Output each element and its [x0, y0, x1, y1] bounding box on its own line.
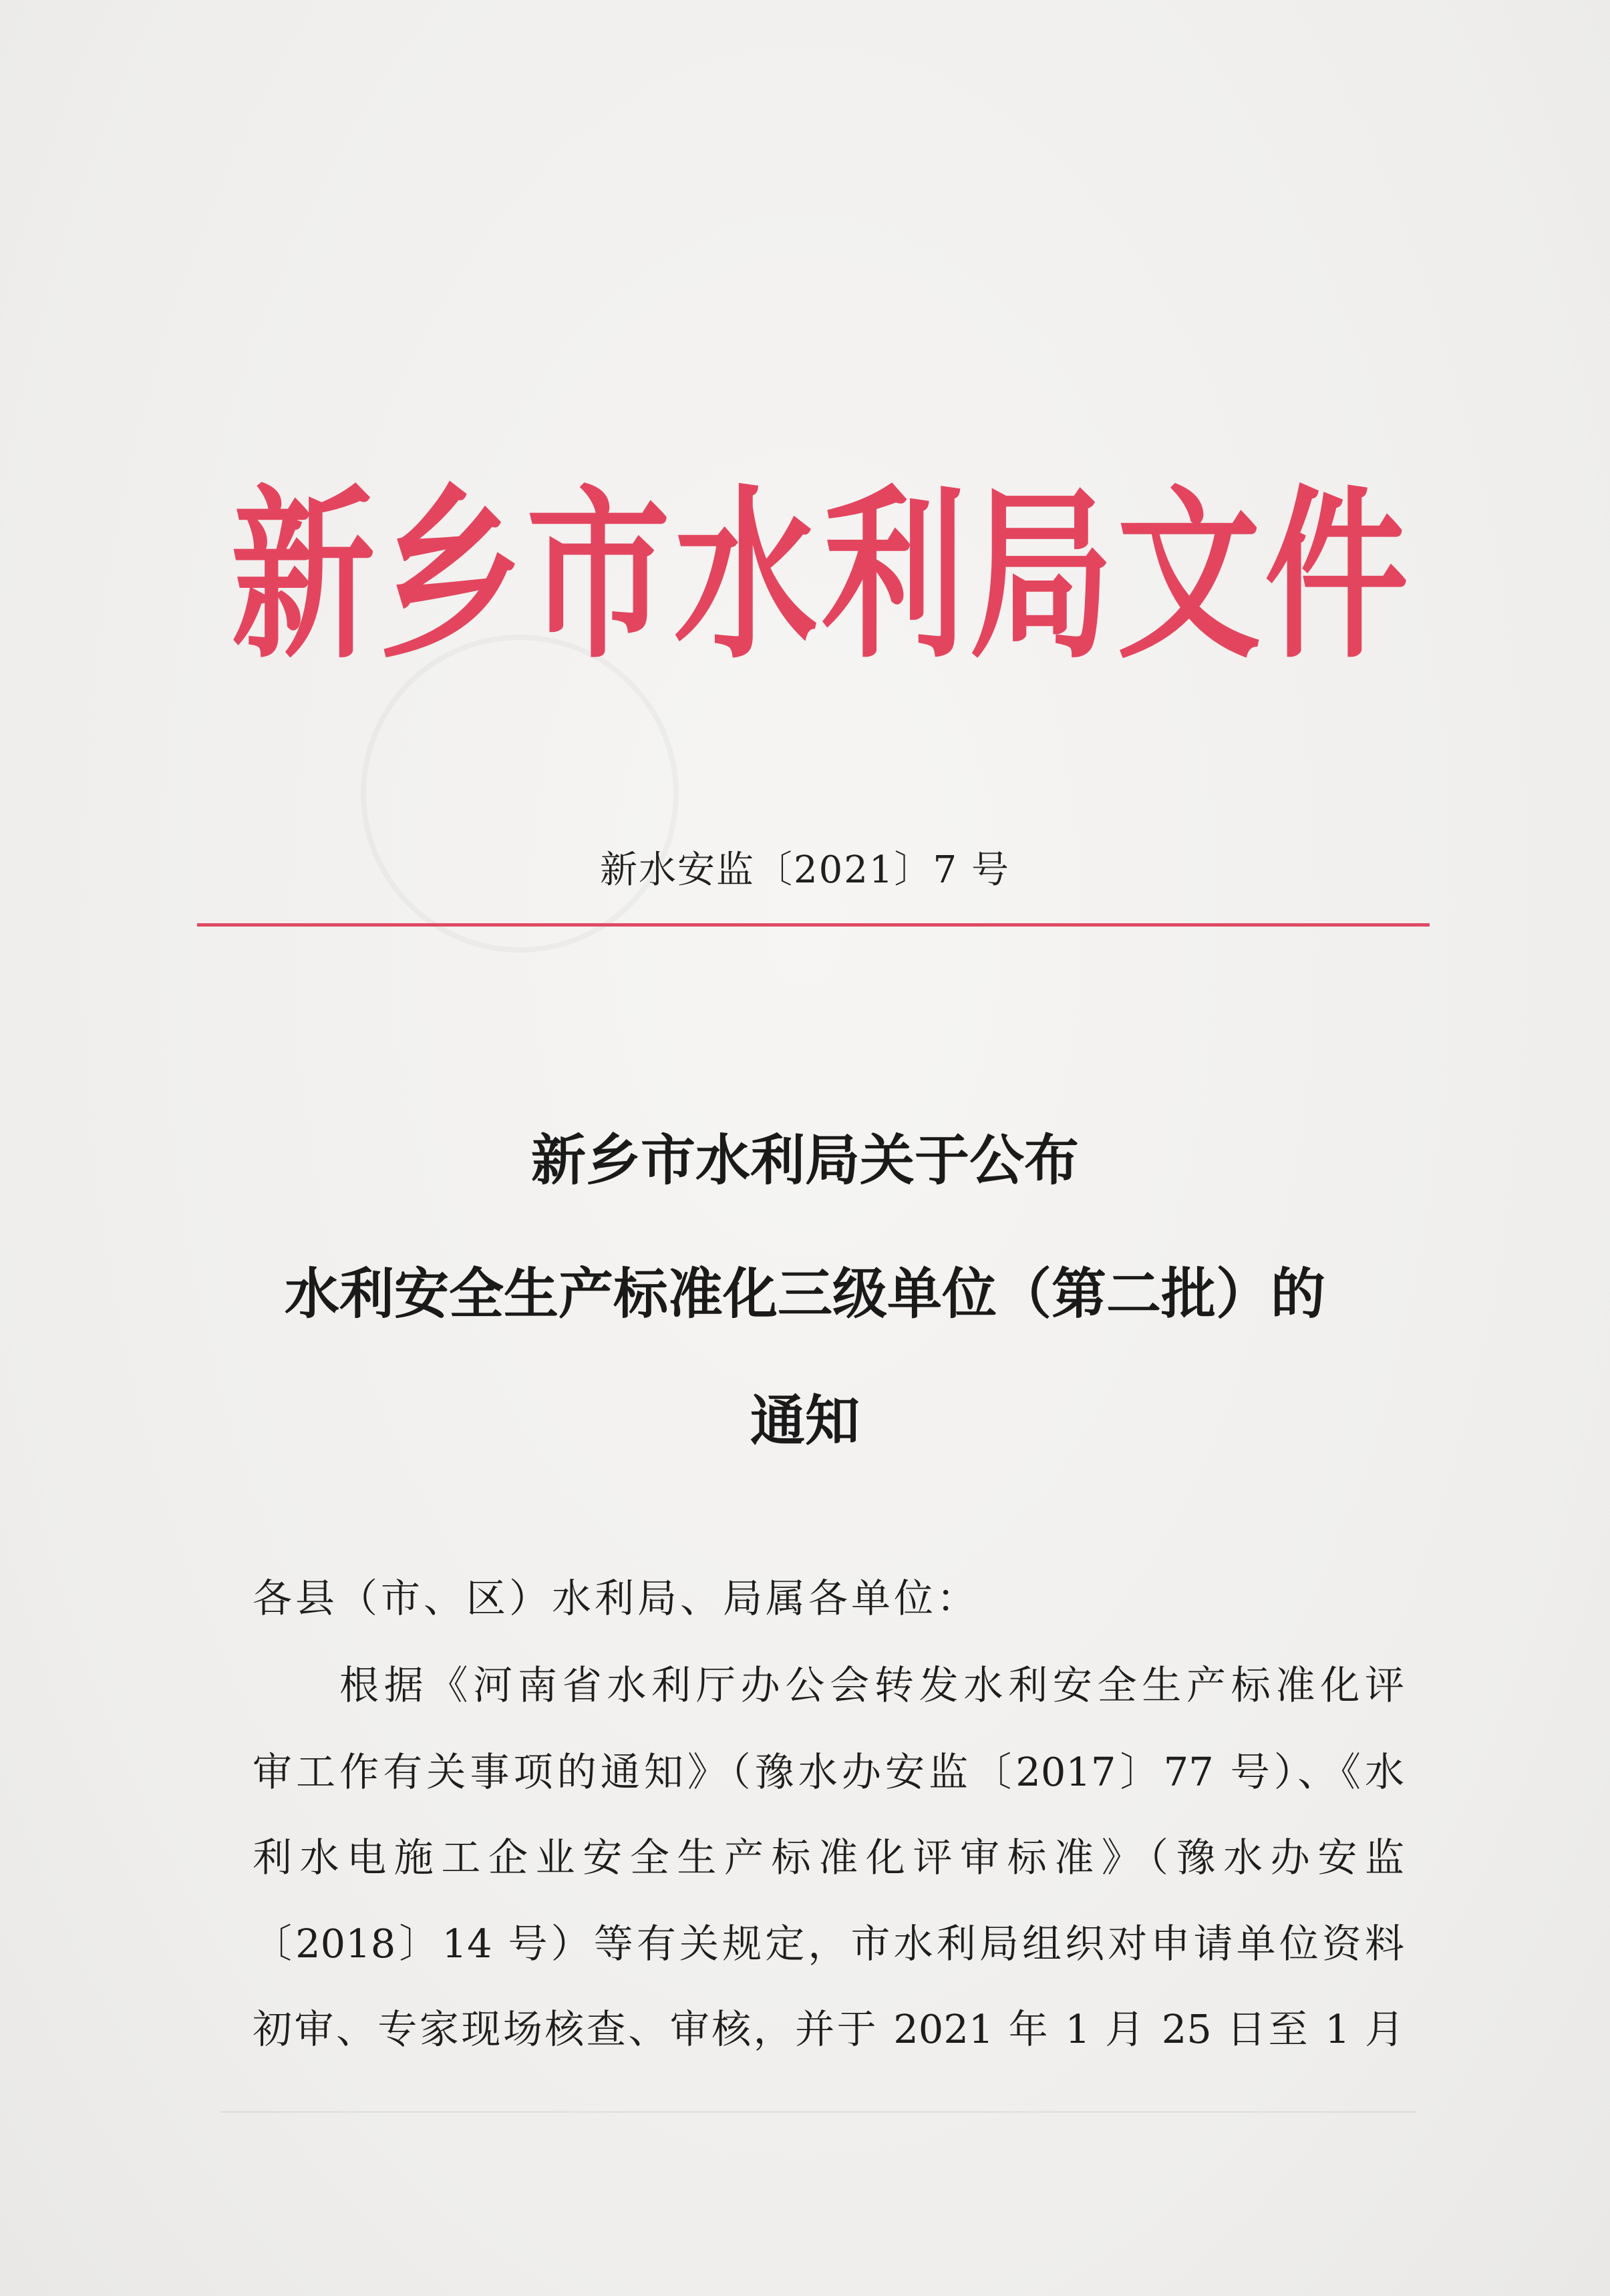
body-text-line: 根据《河南省水利厅办公会转发水利安全生产标准化评: [339, 1662, 1404, 1708]
red-masthead: 新乡市水利局文件: [231, 468, 1412, 684]
notice-title-line-3: 通知: [750, 1389, 860, 1453]
notice-title-line-2: 水利安全生产标准化三级单位（第二批）的: [284, 1263, 1325, 1326]
bleed-through-rule: [220, 2111, 1416, 2113]
red-divider-rule: [197, 923, 1430, 927]
document-number: 新水安监〔2021〕7 号: [600, 848, 1010, 892]
body-text-line: 初审、专家现场核查、审核，并于 2021 年 1 月 25 日至 1 月: [253, 2006, 1404, 2052]
salutation: 各县（市、区）水利局、局属各单位：: [253, 1575, 980, 1621]
notice-title-line-1: 新乡市水利局关于公布: [530, 1129, 1079, 1192]
body-text-line: 〔2018〕14 号）等有关规定，市水利局组织对申请单位资料: [253, 1921, 1404, 1967]
body-text-line: 利水电施工企业安全生产标准化评审标准》（豫水办安监: [253, 1834, 1404, 1880]
body-text-line: 审工作有关事项的通知》（豫水办安监〔2017〕77 号）、《水: [253, 1749, 1404, 1795]
